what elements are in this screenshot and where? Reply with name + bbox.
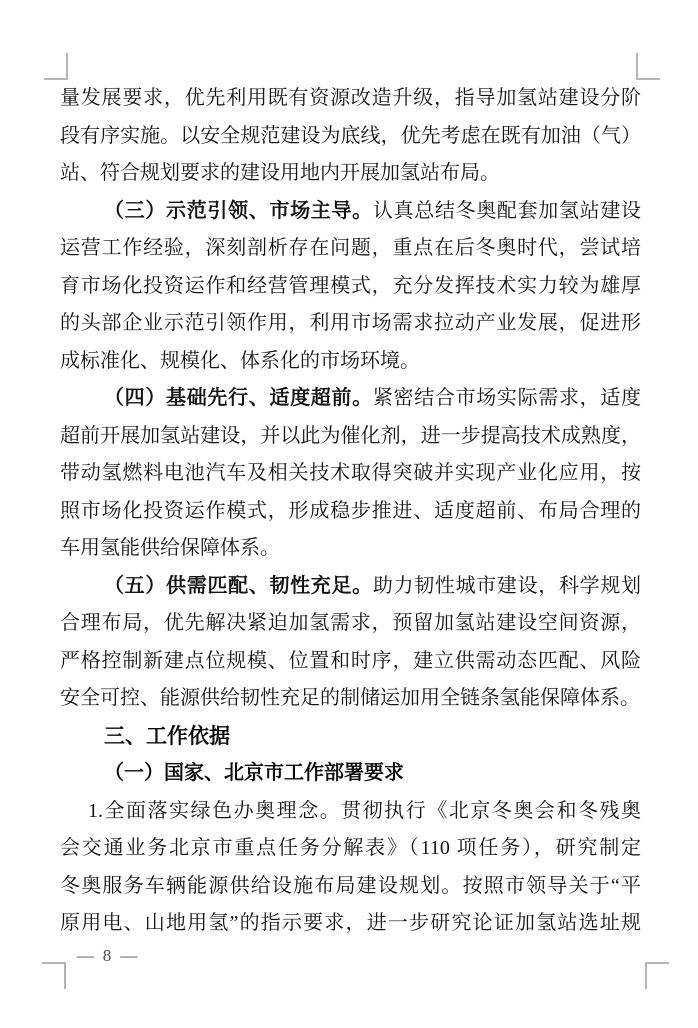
text-line: 的头部企业示范引领作用，利用市场需求拉动产业发展，促进形 (60, 312, 641, 334)
crop-mark-bottom-left (42, 962, 66, 989)
paragraph-lead-rest: 认真总结冬奥配套加氢站建设 (372, 199, 642, 222)
text-line: 带动氢燃料电池汽车及相关技术取得突破并实现产业化应用，按 (60, 462, 641, 484)
paragraph-lead-rest: 助力韧性城市建设，科学规划 (372, 574, 642, 597)
paragraph-lead: （三）示范引领、市场主导。 (104, 199, 373, 222)
footer-dash-right: — (120, 946, 138, 965)
crop-mark-bottom-right (645, 962, 669, 989)
text-line: 冬奥服务车辆能源供给设施布局建设规划。按照市领导关于“平 (60, 874, 641, 897)
text-line: 严格控制新建点位规模、位置和时序，建立供需动态匹配、风险 (60, 649, 641, 672)
paragraph-lead: （五）供需匹配、韧性充足。 (104, 574, 373, 597)
paragraph-lead: （四）基础先行、适度超前。 (104, 387, 373, 409)
text-line: 站、符合规划要求的建设用地内开展加氢站布局。 (60, 162, 500, 184)
subsection-heading: （一）国家、北京市工作部署要求 (104, 762, 404, 784)
crop-mark-top-right (636, 53, 660, 80)
page-footer (68, 945, 146, 967)
text-line-item3-first (60, 193, 641, 231)
text-line: 量发展要求，优先利用既有资源改造升级，指导加氢站建设分阶 (60, 87, 641, 109)
paragraph-lead-rest: 贯彻执行《北京冬奥会和冬残奥 (341, 799, 642, 822)
text-line: 原用电、山地用氢”的指示要求，进一步研究论证加氢站选址规 (60, 912, 641, 934)
text-line: 段有序实施。以安全规范建设为底线，优先考虑在既有加油（气） (60, 124, 641, 147)
paragraph-lead-rest: 紧密结合市场实际需求，适度 (372, 387, 642, 409)
text-line: 超前开展加氢站建设，并以此为催化剂，进一步提高技术成熟度， (60, 424, 641, 447)
text-line: 安全可控、能源供给韧性充足的制储运加用全链条氢能保障体系。 (60, 687, 640, 709)
section-heading: 三、工作依据 (104, 724, 230, 748)
text-line-item5-first (60, 568, 641, 606)
crop-mark-top-left (44, 53, 68, 80)
document-body (60, 80, 641, 943)
text-line: 照市场化投资运作模式，形成稳步推进、适度超前、布局合理的 (60, 499, 641, 522)
text-line: 成标准化、规模化、体系化的市场环境。 (60, 349, 420, 372)
text-line: 车用氢能供给保障体系。 (60, 537, 280, 559)
text-line: 合理布局，优先解决紧迫加氢需求，预留加氢站建设空间资源， (60, 612, 641, 634)
text-line-point1-first (60, 793, 641, 831)
page-number: 8 (102, 946, 112, 965)
text-line: 运营工作经验，深刻剖析存在问题，重点在后冬奥时代，尝试培 (60, 237, 641, 259)
text-line: 会交通业务北京市重点任务分解表》（110 项任务），研究制定 (60, 837, 641, 859)
footer-dash-left: — (76, 946, 94, 965)
text-line: 育市场化投资运作和经营管理模式，充分发挥技术实力较为雄厚 (60, 274, 641, 297)
text-line-item4-first (60, 380, 641, 418)
paragraph-lead: 1.全面落实绿色办奥理念。 (88, 799, 342, 822)
